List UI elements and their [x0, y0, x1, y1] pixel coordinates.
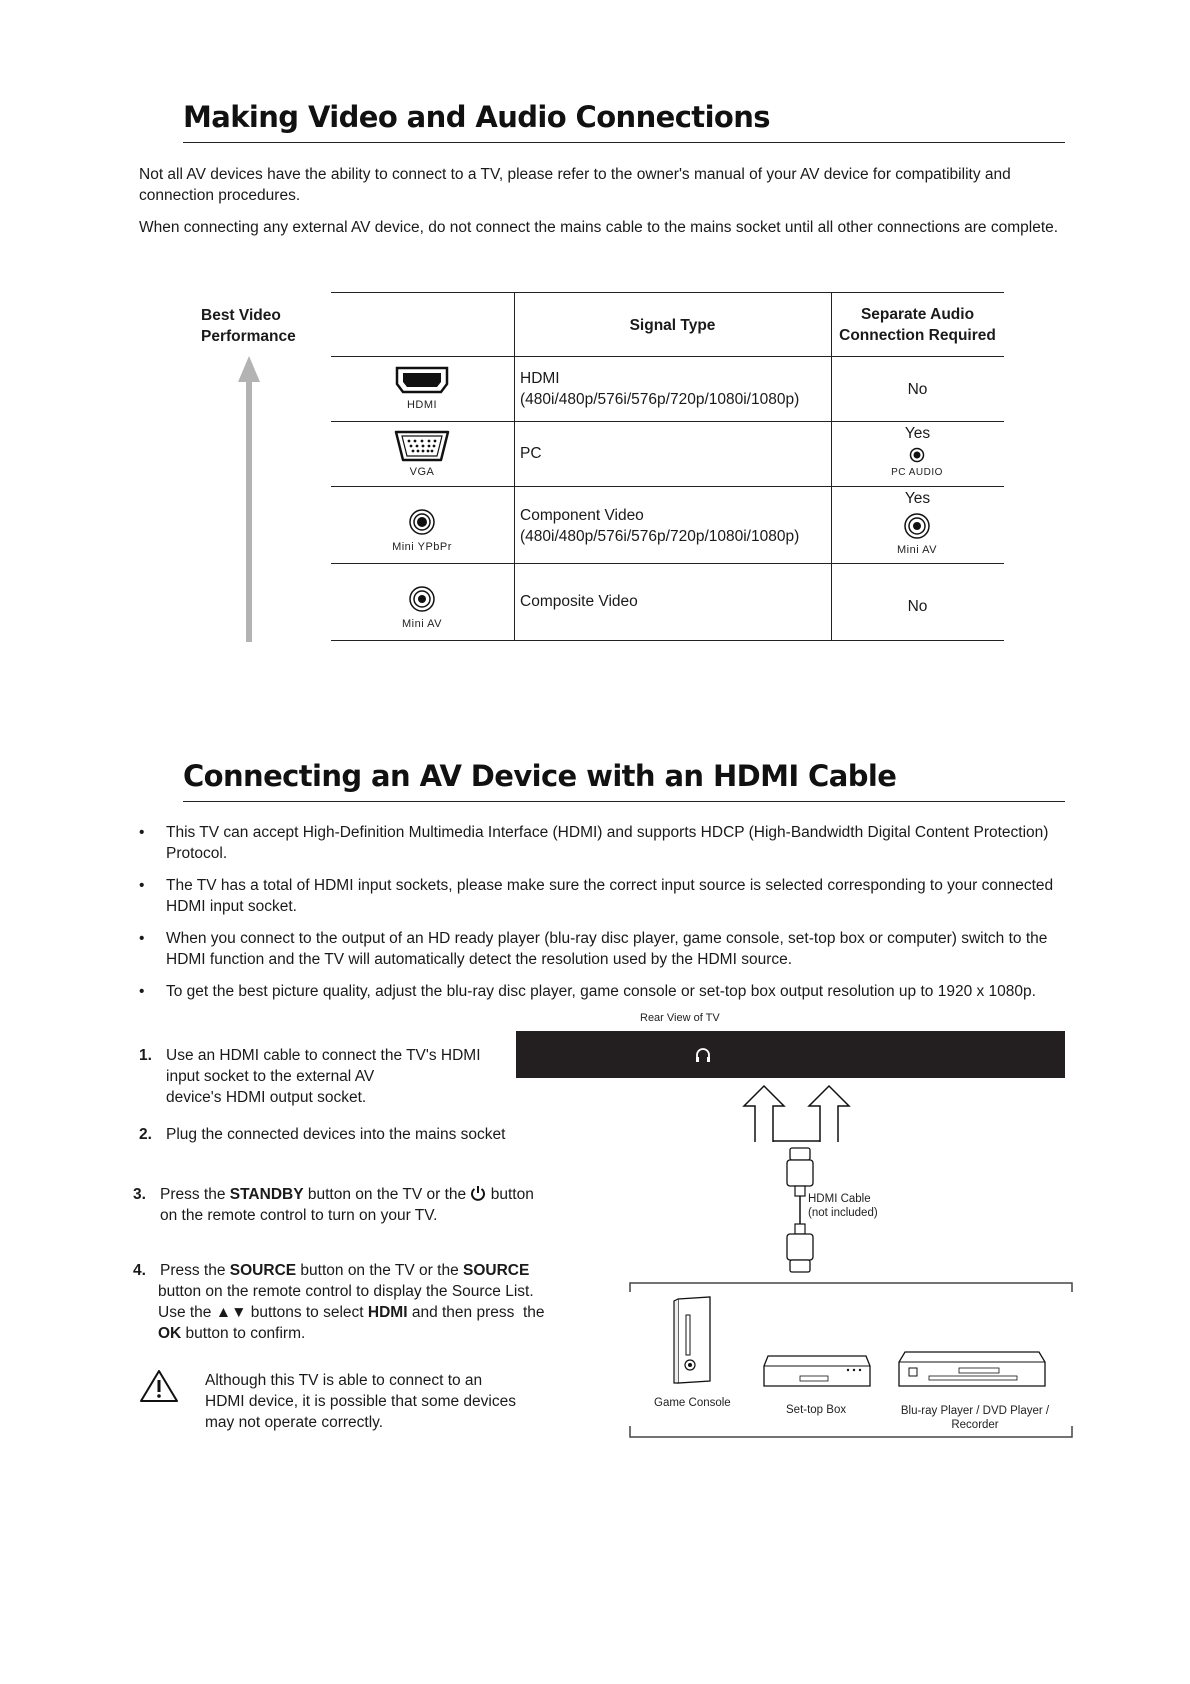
mini-ypbpr-jack-icon: [408, 508, 436, 536]
mini-ypbpr-label: Mini YPbPr: [392, 541, 452, 553]
headphone-icon: [694, 1046, 712, 1064]
pc-audio-label: PC AUDIO: [891, 467, 943, 478]
rear-view-label: Rear View of TV: [640, 1012, 720, 1024]
bullet-dot: •: [139, 877, 145, 894]
vga-icon-label: VGA: [409, 466, 435, 478]
set-top-box-label: Set-top Box: [786, 1404, 847, 1416]
warning-line1: Although this TV is able to connect to an: [205, 1372, 483, 1389]
step-2-text: Plug the connected devices into the mains socket: [166, 1126, 506, 1143]
table-bottom-border: [331, 640, 1004, 641]
game-console-label: Game Console: [654, 1397, 731, 1409]
intro-paragraph-1: Not all AV devices have the ability to connect to a TV, please refer to the owner's manual of your AV device for compatibility and connection procedures.: [139, 166, 1011, 204]
bullet-text-2: The TV has a total of HDMI input sockets, please make sure the correct input source is selected corresponding to your connected HDMI input socket.: [166, 877, 1054, 915]
row3-audio: Yes: [904, 490, 931, 507]
bullet-dot: •: [139, 824, 145, 841]
bullet-text-4: To get the best picture quality, adjust the blu-ray disc player, game console or set-top box output resolution up to 1920 x 1080p.: [166, 983, 1036, 1000]
row1-signal-line2: (480i/480p/576i/576p/720p/1080i/1080p): [520, 391, 800, 408]
bluray-label-line2: Recorder: [951, 1419, 999, 1431]
step-4-line4: OK button to confirm.: [158, 1325, 306, 1342]
table-row-border: [331, 563, 1004, 564]
pc-audio-jack-icon: [909, 447, 925, 463]
hdmi-input-arrows-icon: [740, 1084, 870, 1144]
mini-av-audio-jack-icon: [903, 512, 931, 540]
warning-icon: [139, 1368, 179, 1404]
power-icon: [470, 1185, 486, 1201]
up-down-arrows-icon: ▲▼: [215, 1304, 247, 1321]
row2-signal-line1: PC: [520, 445, 542, 462]
bullet-text-1: This TV can accept High-Definition Multimedia Interface (HDMI) and supports HDCP (High-Bandwidth Digital Content Protection) Protocol.: [166, 824, 1049, 862]
best-video-label-line2: Performance: [201, 328, 296, 345]
hdmi-port-icon: [395, 366, 449, 394]
step-4-line3: Use the ▲▼ buttons to select HDMI and then press the: [158, 1304, 545, 1321]
vga-port-icon: [393, 429, 451, 463]
section-title-video-audio: Making Video and Audio Connections: [183, 100, 770, 134]
set-top-box-icon: [762, 1354, 872, 1388]
table-header-border: [331, 356, 1004, 357]
bluray-player-icon: [897, 1350, 1047, 1390]
header-audio-line2: Connection Required: [839, 327, 996, 344]
step-3-line1: Press the STANDBY button on the TV or the button: [160, 1186, 534, 1203]
step-1-line3: device's HDMI output socket.: [166, 1089, 367, 1106]
row2-audio: Yes: [904, 425, 931, 442]
title-underline: [183, 801, 1065, 802]
step-1-line1: Use an HDMI cable to connect the TV's HDMI: [166, 1047, 481, 1064]
row4-signal-line1: Composite Video: [520, 593, 638, 610]
step-2-number: 2.: [139, 1126, 152, 1143]
game-console-icon: [672, 1295, 716, 1385]
hdmi-icon-label: HDMI: [406, 399, 438, 411]
row4-audio: No: [907, 598, 928, 615]
bluray-label-line1: Blu-ray Player / DVD Player /: [900, 1405, 1050, 1417]
step-4-number: 4.: [133, 1262, 146, 1279]
section-title-hdmi: Connecting an AV Device with an HDMI Cable: [183, 759, 897, 793]
bullet-dot: •: [139, 930, 145, 947]
bullet-text-3: When you connect to the output of an HD ready player (blu-ray disc player, game console, set-top box or computer) switch to the HDMI function and the TV will automatically detect the resolution used by the HDMI source.: [166, 930, 1048, 968]
row3-signal-line2: (480i/480p/576i/576p/720p/1080i/1080p): [520, 528, 800, 545]
step-1-line2: input socket to the external AV: [166, 1068, 375, 1085]
hdmi-cable-label-line2: (not included): [808, 1207, 878, 1219]
step-4-line2: button on the remote control to display the Source List.: [158, 1283, 534, 1300]
mini-av-jack-icon: [408, 585, 436, 613]
step-3-number: 3.: [133, 1186, 146, 1203]
step-3-line2: on the remote control to turn on your TV.: [160, 1207, 438, 1224]
table-row-border: [331, 421, 1004, 422]
step-1-number: 1.: [139, 1047, 152, 1064]
standby-keyword: STANDBY: [229, 1186, 304, 1203]
table-top-border: [331, 292, 1004, 293]
tv-rear-panel: [516, 1031, 1065, 1078]
row1-signal-line1: HDMI: [520, 370, 560, 387]
table-column-divider: [514, 292, 515, 641]
header-signal-type: Signal Type: [629, 317, 716, 334]
mini-av-label: Mini AV: [402, 618, 442, 630]
step-4-line1: Press the SOURCE button on the TV or the SOURCE: [160, 1262, 530, 1279]
warning-line3: may not operate correctly.: [205, 1414, 384, 1431]
table-row-border: [331, 486, 1004, 487]
best-video-label-line1: Best Video: [201, 307, 281, 324]
intro-paragraph-2: When connecting any external AV device, do not connect the mains cable to the mains socket until all other connections are complete.: [139, 219, 1059, 236]
hdmi-cable-label-line1: HDMI Cable: [808, 1193, 871, 1205]
header-audio-line1: Separate Audio: [860, 306, 975, 323]
row3-signal-line1: Component Video: [520, 507, 644, 524]
row1-audio: No: [907, 381, 928, 398]
warning-line2: HDMI device, it is possible that some devices: [205, 1393, 516, 1410]
mini-av-audio-label: Mini AV: [897, 544, 937, 556]
bullet-dot: •: [139, 983, 145, 1000]
title-underline: [183, 142, 1065, 143]
performance-arrow-icon: [236, 354, 262, 644]
